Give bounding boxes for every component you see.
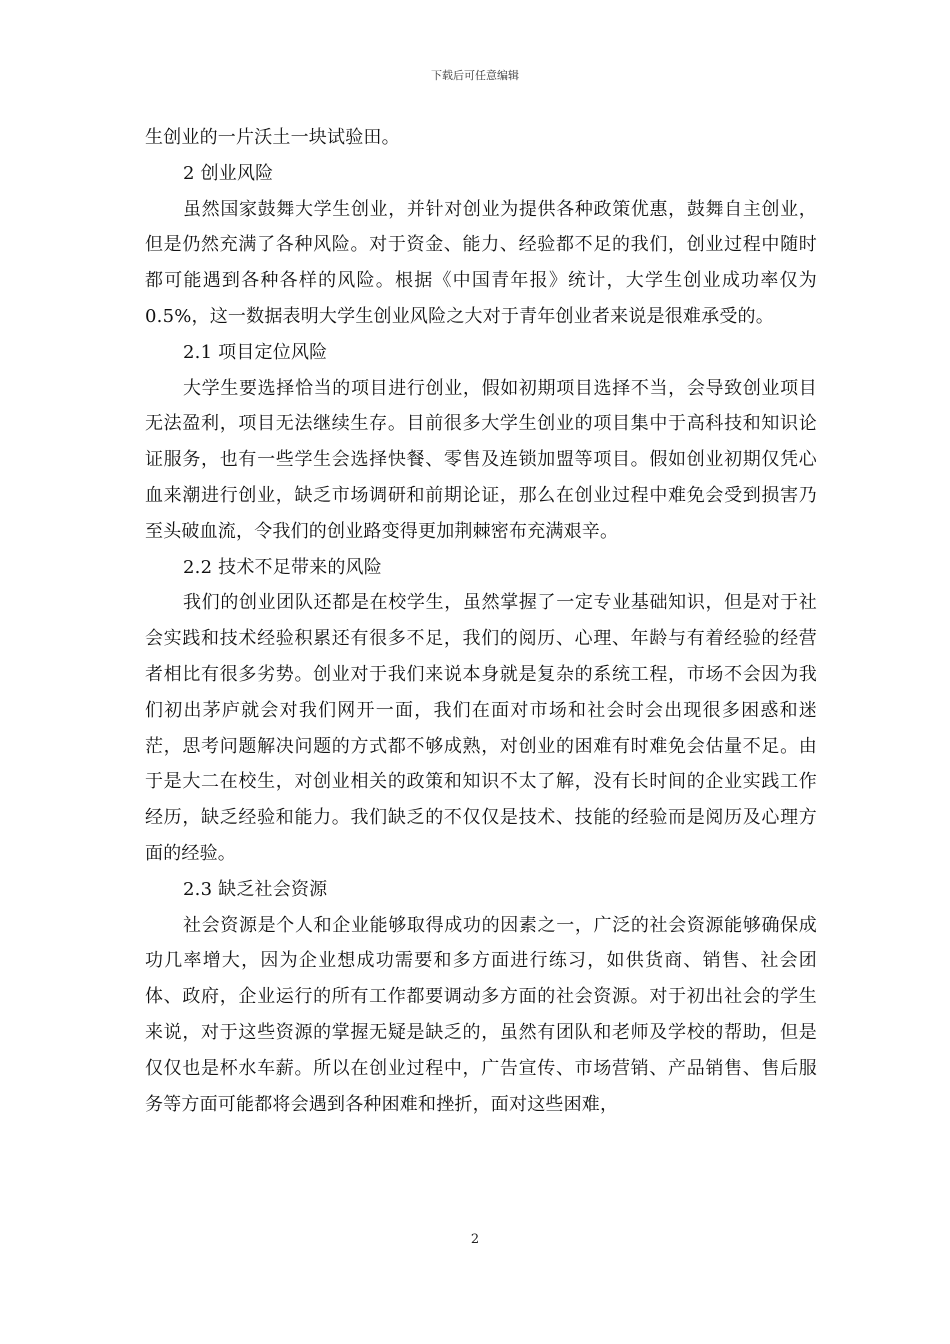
section-heading-2: 2 创业风险 xyxy=(183,162,274,184)
paragraph-tech-risk: 我们的创业团队还都是在校学生，虽然掌握了一定专业基础知识，但是对于社会实践和技术经验积累还有很多不足，我们的阅历、心理、年龄与有着经验的经营者相比有很多劣势。创业对于我们来说本身就是复杂的系统工程，市场不会因为我们初出茅庐就会对我们网开一面，我们在面对市场和社会时会出现很多困惑和迷茫，思考问题解决问题的方式都不够成熟，对创业的困难有时难免会估量不足。由于是大二在校生，对创业相关的政策和知识不太了解，没有长时间的企业实践工作经历，缺乏经验和能力。我们缺乏的不仅仅是技术、技能的经验而是阅历及心理方面的经验。 xyxy=(145,592,817,864)
paragraph-risk-intro: 虽然国家鼓舞大学生创业，并针对创业为提供各种政策优惠，鼓舞自主创业，但是仍然充满了各种风险。对于资金、能力、经验都不足的我们，创业过程中随时都可能遇到各种各样的风险。根据《中国青年报》统计，大学生创业成功率仅为 0.5%，这一数据表明大学生创业风险之大对于青年创业者来说是很难承受的。 xyxy=(145,198,817,327)
page-number: 2 xyxy=(470,1232,480,1247)
paragraph-continuation: 生创业的一片沃土一块试验田。 xyxy=(145,127,400,148)
section-heading-2-1: 2.1 项目定位风险 xyxy=(183,341,328,363)
section-heading-2-2: 2.2 技术不足带来的风险 xyxy=(183,556,382,578)
paragraph-project-risk: 大学生要选择恰当的项目进行创业，假如初期项目选择不当，会导致创业项目无法盈利，项目无法继续生存。目前很多大学生创业的项目集中于高科技和知识论证服务，也有一些学生会选择快餐、零售及连锁加盟等项目。假如创业初期仅凭心血来潮进行创业，缺乏市场调研和前期论证，那么在创业过程中难免会受到损害乃至头破血流，令我们的创业路变得更加荆棘密布充满艰辛。 xyxy=(145,377,817,542)
page-header-note: 下载后可任意编辑 xyxy=(431,69,519,82)
paragraph-social-resources: 社会资源是个人和企业能够取得成功的因素之一，广泛的社会资源能够确保成功几率增大，因为企业想成功需要和多方面进行练习，如供货商、销售、社会团体、政府，企业运行的所有工作都要调动多方面的社会资源。对于初出社会的学生来说，对于这些资源的掌握无疑是缺乏的，虽然有团队和老师及学校的帮助，但是仅仅也是杯水车薪。所以在创业过程中，广告宣传、市场营销、产品销售、售后服务等方面可能都将会遇到各种困难和挫折，面对这些困难， xyxy=(145,914,817,1115)
section-heading-2-3: 2.3 缺乏社会资源 xyxy=(183,878,328,900)
document-body xyxy=(145,120,817,1122)
